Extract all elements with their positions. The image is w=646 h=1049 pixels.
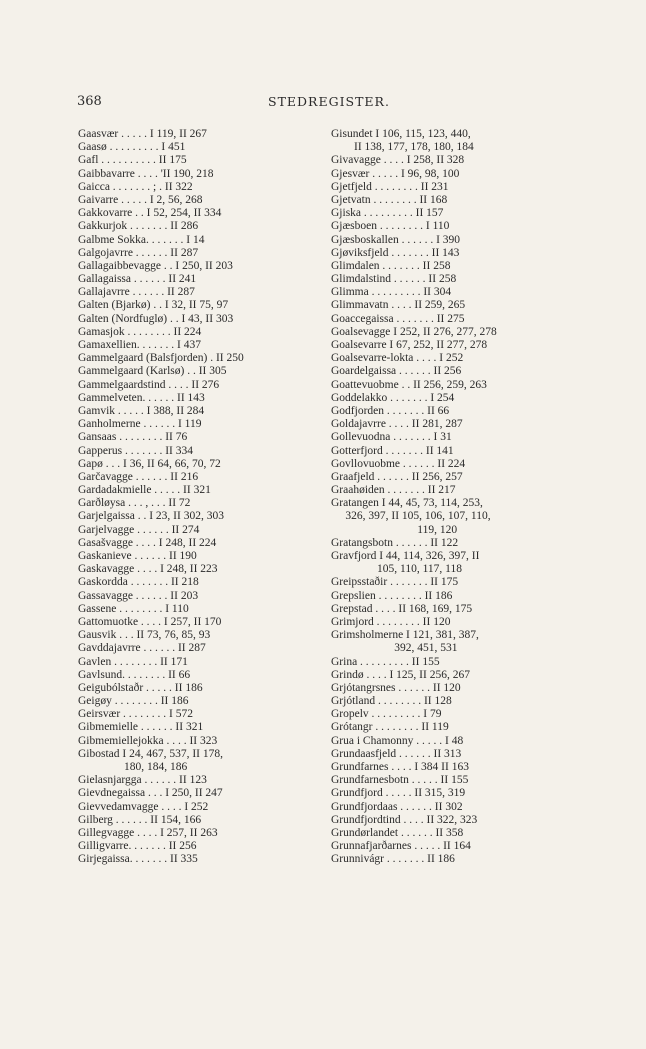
index-entry: Glimma . . . . . . . . . II 304 bbox=[331, 286, 452, 299]
index-entry: Grepstad . . . . II 168, 169, 175 bbox=[331, 602, 473, 615]
index-entry: Garjelvagge . . . . . . II 274 bbox=[78, 523, 200, 536]
index-entry: Godfjorden . . . . . . . II 66 bbox=[331, 404, 450, 417]
index-entry: Govllovuobme . . . . . . II 224 bbox=[331, 457, 466, 470]
index-entry: Gotterfjord . . . . . . . II 141 bbox=[331, 444, 454, 457]
index-entry: Gardadakmielle . . . . . II 321 bbox=[78, 484, 211, 497]
index-entry: Goddelakko . . . . . . . I 254 bbox=[331, 391, 455, 404]
index-entry: Grundfarnes . . . . I 384 II 163 bbox=[331, 761, 469, 773]
index-entry: Greipsstaðir . . . . . . . II 175 bbox=[331, 576, 459, 589]
index-entry: Grua i Chamonny . . . . . I 48 bbox=[331, 734, 464, 747]
index-entry: Gilligvarre. . . . . . . II 256 bbox=[78, 840, 197, 853]
index-entry: Gapperus . . . . . . . II 334 bbox=[78, 444, 193, 457]
index-entry: Grótangr . . . . . . . . II 119 bbox=[331, 721, 449, 734]
index-entry: Geigøy . . . . . . . . II 186 bbox=[78, 695, 189, 708]
index-entry: Gollevuodna . . . . . . . I 31 bbox=[331, 431, 452, 444]
page-number: 368 bbox=[77, 94, 102, 109]
index-entry: Gapø . . . I 36, II 64, 66, 70, 72 bbox=[78, 457, 221, 470]
index-entry: Ganholmerne . . . . . . I 119 bbox=[78, 418, 202, 431]
index-entry: Grundfjord . . . . . II 315, 319 bbox=[331, 787, 466, 800]
index-entry: Gravfjord I 44, 114, 326, 397, II bbox=[331, 550, 480, 562]
index-entry: Gjetvatn . . . . . . . . II 168 bbox=[331, 193, 448, 206]
index-entry: Galgojavrre . . . . . . II 287 bbox=[78, 246, 199, 259]
index-entry: Grundfarnesbotn . . . . . II 155 bbox=[331, 774, 469, 787]
running-title: STEDREGISTER. bbox=[268, 94, 390, 109]
index-entry: Gakkurjok . . . . . . . II 286 bbox=[78, 220, 199, 233]
index-entry: Girjegaissa. . . . . . . II 335 bbox=[78, 853, 198, 866]
index-entry: Gammelveten. . . . . . II 143 bbox=[78, 391, 205, 404]
index-entry: Gillegvagge . . . . I 257, II 263 bbox=[78, 826, 218, 839]
index-entry: Galbme Sokka. . . . . . . I 14 bbox=[78, 233, 205, 246]
index-entry: Goldajavrre . . . . II 281, 287 bbox=[331, 418, 463, 431]
index-entry: Gamasjok . . . . . . . . II 224 bbox=[78, 325, 202, 338]
index-entry: Gibostad I 24, 467, 537, II 178, bbox=[78, 747, 224, 760]
index-entry: Geigubólstaðr . . . . . II 186 bbox=[78, 681, 203, 694]
index-entry: Grimjord . . . . . . . . II 120 bbox=[331, 615, 451, 628]
index-entry: Gaibbavarre . . . . 'II 190, 218 bbox=[78, 167, 214, 180]
index-entry: Gallagaissa . . . . . . II 241 bbox=[78, 273, 197, 286]
index-entry: Gievvedamvagge . . . . I 252 bbox=[78, 800, 209, 813]
index-entry: Garčavagge . . . . . . II 216 bbox=[78, 470, 199, 483]
index-entry: Gamvik . . . . . I 388, II 284 bbox=[78, 404, 205, 417]
index-entry: Gausvik . . . II 73, 76, 85, 93 bbox=[78, 629, 211, 642]
index-entry: Goalsevarre I 67, 252, II 277, 278 bbox=[331, 339, 488, 351]
index-entry: Gievdnegaissa . . . I 250, II 247 bbox=[78, 787, 223, 800]
index-entry: Graahøiden . . . . . . . II 217 bbox=[331, 484, 456, 497]
page-header bbox=[0, 94, 646, 114]
index-entry: Gammelgaardstind . . . . II 276 bbox=[78, 378, 220, 391]
index-entry: Gammelgaard (Balsfjorden) . II 250 bbox=[78, 352, 244, 365]
index-entry: Glimdalstind . . . . . . II 258 bbox=[331, 273, 457, 286]
index-column-left bbox=[78, 128, 316, 867]
index-entry: Gassene . . . . . . . . I 110 bbox=[78, 602, 189, 615]
index-entry: Galten (Nordfuglø) . . I 43, II 303 bbox=[78, 312, 234, 325]
index-entry: Gjesvær . . . . . I 96, 98, 100 bbox=[331, 167, 460, 180]
index-entry: Grina . . . . . . . . . II 155 bbox=[331, 655, 440, 668]
index-entry: Grundfjordtind . . . . II 322, 323 bbox=[331, 813, 478, 826]
index-entry: Gaasvær . . . . . I 119, II 267 bbox=[78, 128, 207, 140]
index-entry: Givavagge . . . . I 258, II 328 bbox=[331, 154, 465, 167]
index-entry: Gratangsbotn . . . . . . II 122 bbox=[331, 536, 459, 549]
index-entry: Garðløysa . . . , . . . II 72 bbox=[78, 497, 191, 510]
index-entry: Gaivarre . . . . . I 2, 56, 268 bbox=[78, 193, 203, 206]
index-entry: Gamaxellien. . . . . . . I 437 bbox=[78, 339, 201, 351]
index-entry: Goalsevagge I 252, II 276, 277, 278 bbox=[331, 325, 497, 338]
index-entry: Gattomuotke . . . . I 257, II 170 bbox=[78, 615, 222, 628]
index-entry: Gjæsboskallen . . . . . . I 390 bbox=[331, 233, 461, 246]
index-entry: 326, 397, II 105, 106, 107, 110, bbox=[331, 510, 491, 523]
index-entry: Gilberg . . . . . . II 154, 166 bbox=[78, 813, 202, 826]
index-entry: Grepslien . . . . . . . . II 186 bbox=[331, 589, 453, 602]
index-entry: Gropelv . . . . . . . . . I 79 bbox=[331, 708, 442, 721]
index-entry: Gaskavagge . . . . I 248, II 223 bbox=[78, 563, 218, 576]
index-entry: Grundørlandet . . . . . . II 358 bbox=[331, 826, 464, 839]
index-entry: Gassavagge . . . . . . II 203 bbox=[78, 589, 199, 602]
index-entry: Galten (Bjarkø) . . I 32, II 75, 97 bbox=[78, 299, 229, 312]
index-entry: Grundaasfjeld . . . . . . II 313 bbox=[331, 747, 462, 760]
index-entry: Grunnivágr . . . . . . . II 186 bbox=[331, 853, 455, 866]
index-entry: Garjelgaissa . . I 23, II 302, 303 bbox=[78, 510, 224, 523]
index-entry: 392, 451, 531 bbox=[331, 642, 458, 655]
index-entry: Gafl . . . . . . . . . . II 175 bbox=[78, 154, 187, 167]
index-entry: Glimdalen . . . . . . . II 258 bbox=[331, 259, 451, 272]
index-entry: Gaskordda . . . . . . . II 218 bbox=[78, 576, 199, 589]
index-entry: Gakkovarre . . I 52, 254, II 334 bbox=[78, 207, 222, 220]
index-entry: Goalsevarre-lokta . . . . I 252 bbox=[331, 352, 464, 365]
index-entry: Gavddajavrre . . . . . . II 287 bbox=[78, 642, 206, 655]
index-entry: Gaskanieve . . . . . . II 190 bbox=[78, 550, 197, 562]
index-entry: Gjiska . . . . . . . . . II 157 bbox=[331, 207, 444, 220]
index-entry: Gaicca . . . . . . . ; . II 322 bbox=[78, 180, 193, 193]
index-entry: Geirsvær . . . . . . . . I 572 bbox=[78, 708, 193, 721]
index-entry: II 138, 177, 178, 180, 184 bbox=[331, 141, 474, 154]
index-entry: Goattevuobme . . II 256, 259, 263 bbox=[331, 378, 487, 391]
index-entry: Gjøviksfjeld . . . . . . . II 143 bbox=[331, 246, 460, 259]
index-entry: 180, 184, 186 bbox=[78, 761, 188, 773]
index-entry: Gaasø . . . . . . . . . I 451 bbox=[78, 141, 186, 154]
index-entry: Gallajavrre . . . . . . II 287 bbox=[78, 286, 195, 299]
index-entry: Graafjeld . . . . . . II 256, 257 bbox=[331, 470, 463, 483]
index-entry: Gjæsboen . . . . . . . . I 110 bbox=[331, 220, 450, 233]
index-entry: Gavlen . . . . . . . . II 171 bbox=[78, 655, 188, 668]
index-entry: 119, 120 bbox=[331, 523, 458, 536]
index-entry: Gammelgaard (Karlsø) . . II 305 bbox=[78, 365, 227, 378]
index-entry: Gansaas . . . . . . . . II 76 bbox=[78, 431, 188, 444]
index-entry: Goaccegaissa . . . . . . . II 275 bbox=[331, 312, 465, 325]
index-entry: Gjetfjeld . . . . . . . . II 231 bbox=[331, 180, 449, 193]
index-entry: Goardelgaissa . . . . . . II 256 bbox=[331, 365, 462, 378]
index-column-right bbox=[331, 128, 569, 867]
index-entry: Grunnafjarðarnes . . . . . II 164 bbox=[331, 840, 471, 853]
index-entry: Gielasnjargga . . . . . . II 123 bbox=[78, 774, 207, 787]
index-entry: Grindø . . . . I 125, II 256, 267 bbox=[331, 668, 470, 681]
index-entry: Gratangen I 44, 45, 73, 114, 253, bbox=[331, 497, 483, 510]
index-entry: Gibmemiellejokka . . . . II 323 bbox=[78, 734, 218, 747]
index-entry: Gisundet I 106, 115, 123, 440, bbox=[331, 128, 471, 140]
index-entry: Gavlsund. . . . . . . . II 66 bbox=[78, 668, 191, 681]
index-entry: Grimsholmerne I 121, 381, 387, bbox=[331, 629, 479, 642]
index-entry: Grundfjordaas . . . . . . II 302 bbox=[331, 800, 463, 813]
index-entry: Glimmavatn . . . . II 259, 265 bbox=[331, 299, 466, 312]
index-entry: Gibmemielle . . . . . . II 321 bbox=[78, 721, 204, 734]
index-entry: Grjótangrsnes . . . . . . II 120 bbox=[331, 681, 461, 694]
index-entry: 105, 110, 117, 118 bbox=[331, 563, 462, 576]
index-entry: Grjótland . . . . . . . . II 128 bbox=[331, 695, 452, 708]
index-entry: Gallagaibbevagge . . I 250, II 203 bbox=[78, 259, 233, 272]
index-entry: Gasašvagge . . . . I 248, II 224 bbox=[78, 536, 217, 549]
